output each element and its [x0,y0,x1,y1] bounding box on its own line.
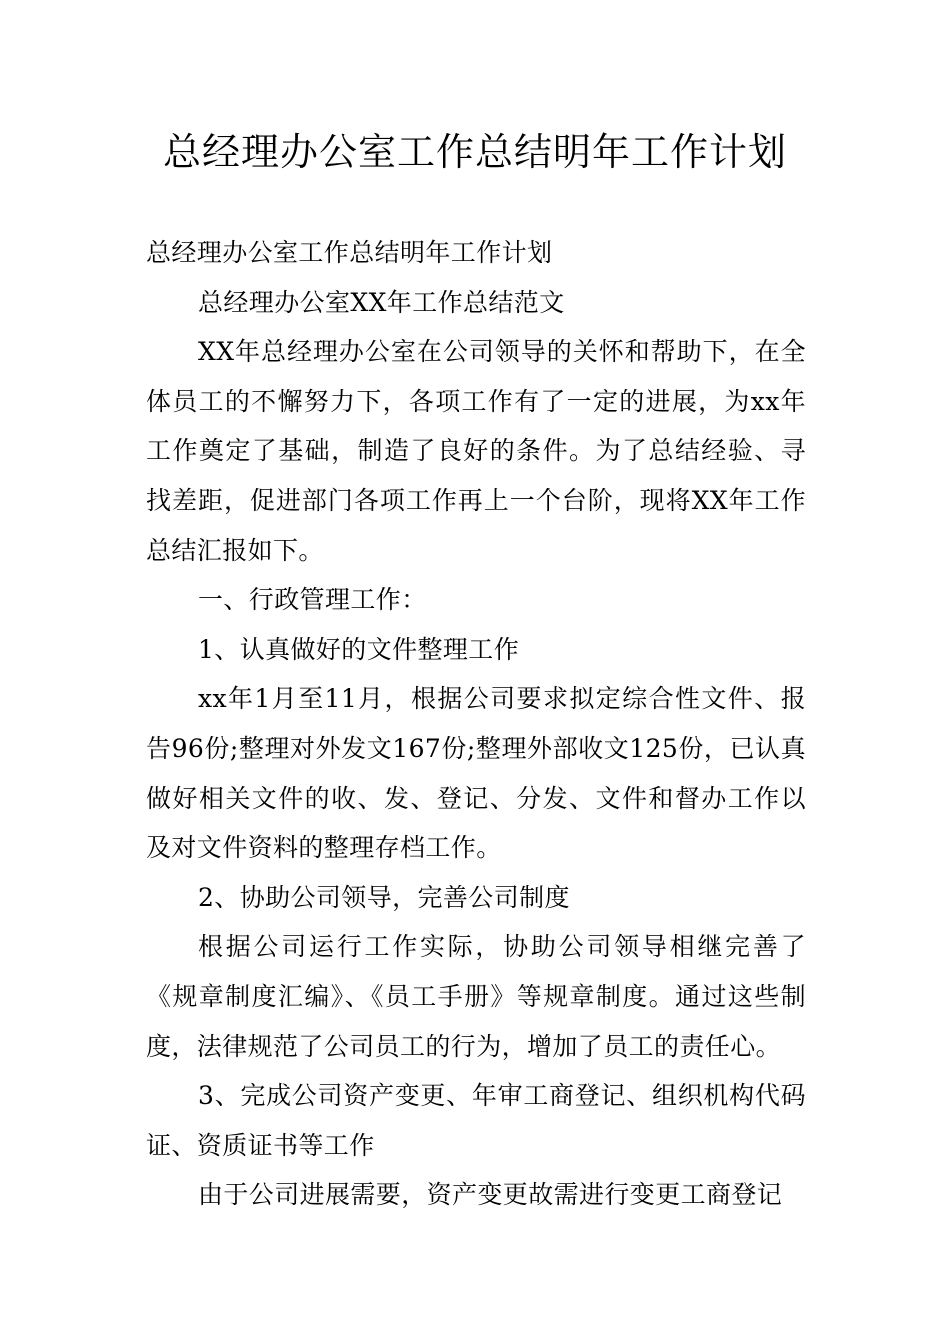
body-paragraph-intro: XX年总经理办公室在公司领导的关怀和帮助下，在全体员工的不懈努力下，各项工作有了一定的进展，为xx年工作奠定了基础，制造了良好的条件。为了总结经验、寻找差距，促进部门各项工作再上一个台阶，现将XX年工作总结汇报如下。 [146,337,806,565]
body-paragraph-files: xx年1月至11月，根据公司要求拟定综合性文件、报告96份;整理对外发文167份;整理外部收文125份，已认真做好相关文件的收、发、登记、分发、文件和督办工作以及对文件资料的整理存档工作。 [146,684,806,863]
document-title: 总经理办公室工作总结明年工作计划 [162,130,787,174]
subsection-heading-2: 2、协助公司领导，完善公司制度 [198,882,570,912]
subsection-heading-3: 3、完成公司资产变更、年审工商登记、组织机构代码证、资质证书等工作 [146,1081,806,1160]
body-paragraph-rules: 根据公司运行工作实际，协助公司领导相继完善了《规章制度汇编》、《员工手册》等规章制度。通过这些制度，法律规范了公司员工的行为，增加了员工的责任心。 [146,932,806,1061]
body-paragraph-subtitle: 总经理办公室XX年工作总结范文 [198,287,565,317]
subsection-heading-1: 1、认真做好的文件整理工作 [198,634,520,664]
body-paragraph-registration: 由于公司进展需要，资产变更故需进行变更工商登记 [198,1180,783,1210]
body-paragraph-heading: 总经理办公室工作总结明年工作计划 [146,238,553,267]
section-heading-admin: 一、行政管理工作： [198,585,427,615]
document-body [146,228,806,1220]
